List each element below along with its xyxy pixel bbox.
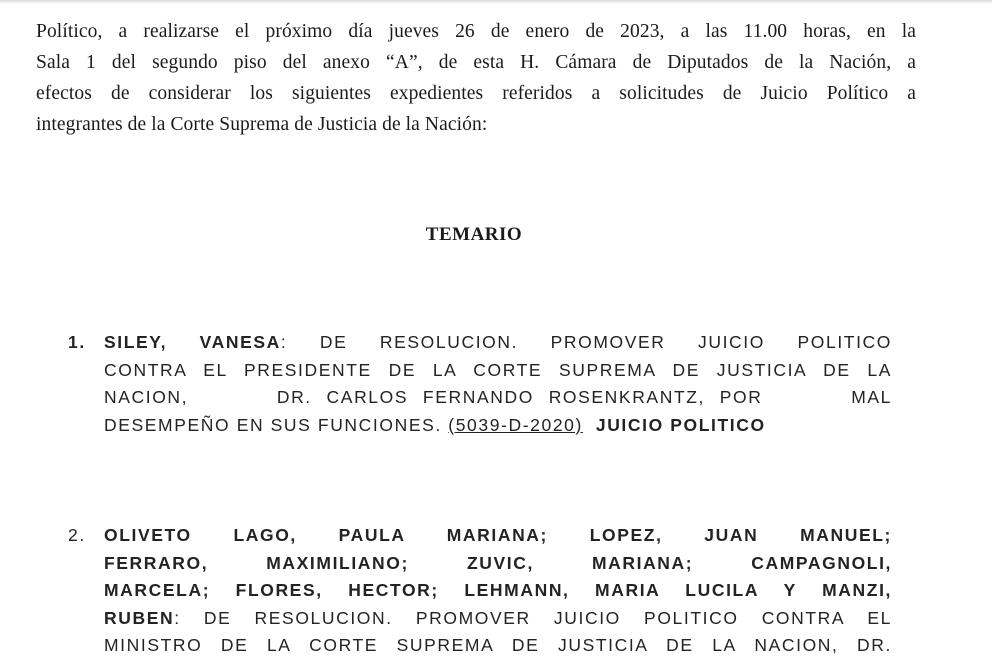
item-text <box>104 329 892 439</box>
intro-line: integrantes de la Corte Suprema de Justicia de la Nación: <box>36 114 488 135</box>
item-description: DESEMPEÑO EN SUS FUNCIONES. <box>104 414 449 435</box>
item-authors: OLIVETO LAGO, PAULA MARIANA; LOPEZ, JUAN MANUEL; <box>104 525 892 545</box>
item-line <box>104 329 892 357</box>
item-line: NACION, DR. CARLOS FERNANDO ROSENKRANTZ, POR MAL <box>104 387 892 407</box>
item-authors: SILEY, VANESA <box>104 332 281 352</box>
intro-paragraph <box>36 16 916 140</box>
intro-line: efectos de considerar los siguientes expedientes referidos a solicitudes de Juicio Político a <box>36 83 916 104</box>
expediente-number: (5039-D-2020) <box>448 414 583 435</box>
item-description: : DE RESOLUCION. PROMOVER JUICIO POLITICO <box>280 332 892 352</box>
scan-top-edge <box>0 0 992 4</box>
item-authors: FERRARO, MAXIMILIANO; ZUVIC, MARIANA; CAMPAGNOLI, <box>104 552 892 573</box>
item-line <box>104 605 892 633</box>
item-line: CONTRA EL PRESIDENTE DE LA CORTE SUPREMA DE JUSTICIA DE LA <box>104 359 892 380</box>
agenda-item <box>68 329 892 439</box>
section-heading: TEMARIO <box>425 224 523 245</box>
item-text <box>104 522 892 660</box>
intro-line: Sala 1 del segundo piso del anexo “A”, de esta H. Cámara de Diputados de la Nación, a <box>36 52 916 73</box>
item-authors: MARCELA; FLORES, HECTOR; LEHMANN, MARIA LUCILA Y MANZI, <box>104 580 892 600</box>
item-number: 2. <box>68 525 86 545</box>
intro-line: Político, a realizarse el próximo día jueves 26 de enero de 2023, a las 11.00 horas, en la <box>36 21 916 42</box>
item-authors: RUBEN <box>104 607 175 628</box>
item-line <box>104 412 892 440</box>
item-tag: JUICIO POLITICO <box>595 414 766 435</box>
agenda-item <box>68 522 892 660</box>
item-number: 1. <box>68 332 86 352</box>
item-line: MINISTRO DE LA CORTE SUPREMA DE JUSTICIA DE LA NACION, DR. <box>104 635 892 655</box>
item-description: : DE RESOLUCION. PROMOVER JUICIO POLITICO CONTRA EL <box>174 607 892 628</box>
